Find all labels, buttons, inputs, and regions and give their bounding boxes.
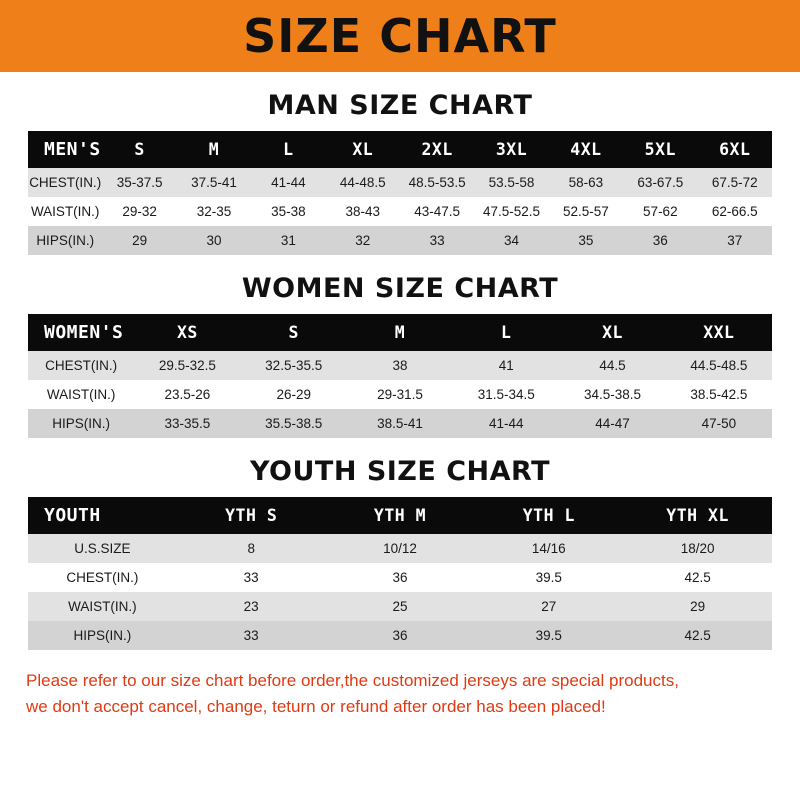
cell: 34 [474,226,548,255]
cell: 8 [177,534,326,563]
row-label: HIPS(IN.) [28,409,134,438]
women-size-table [28,314,772,438]
cell: 23.5-26 [134,380,240,409]
cell: 32.5-35.5 [241,351,347,380]
table-header-row [28,314,772,351]
cell: 29.5-32.5 [134,351,240,380]
header-cell: XL [326,131,400,168]
page-banner [0,0,800,72]
cell: 57-62 [623,197,697,226]
cell: 33 [177,621,326,650]
men-size-table [28,131,772,255]
table-header-row [28,131,772,168]
cell: 44-47 [559,409,665,438]
header-cell: YTH S [177,497,326,534]
row-label: U.S.SIZE [28,534,177,563]
cell: 42.5 [623,563,772,592]
table-row [28,563,772,592]
header-cell: L [453,314,559,351]
table-row [28,351,772,380]
cell: 23 [177,592,326,621]
header-cell: L [251,131,325,168]
cell: 33-35.5 [134,409,240,438]
row-label: CHEST(IN.) [28,351,134,380]
cell: 67.5-72 [698,168,772,197]
header-cell: YTH L [474,497,623,534]
header-cell: 3XL [474,131,548,168]
cell: 18/20 [623,534,772,563]
footer-line-2: we don't accept cancel, change, teturn or refund after order has been placed! [26,696,606,716]
section-title-women: WOMEN SIZE CHART [241,273,559,304]
section-title-men: MAN SIZE CHART [267,90,533,121]
cell: 34.5-38.5 [559,380,665,409]
row-label: WAIST(IN.) [28,197,102,226]
cell: 38.5-41 [347,409,453,438]
cell: 33 [177,563,326,592]
cell: 53.5-58 [474,168,548,197]
cell: 38-43 [326,197,400,226]
cell: 29-31.5 [347,380,453,409]
cell: 47.5-52.5 [474,197,548,226]
header-cell-label: WOMEN'S [28,314,134,351]
table-row [28,409,772,438]
cell: 41-44 [453,409,559,438]
cell: 39.5 [474,563,623,592]
header-cell: S [102,131,176,168]
row-label: HIPS(IN.) [28,226,102,255]
cell: 44.5-48.5 [666,351,772,380]
cell: 42.5 [623,621,772,650]
cell: 44.5 [559,351,665,380]
cell: 32 [326,226,400,255]
cell: 47-50 [666,409,772,438]
cell: 29 [102,226,176,255]
row-label: CHEST(IN.) [28,563,177,592]
cell: 35-37.5 [102,168,176,197]
table-row [28,168,772,197]
cell: 29-32 [102,197,176,226]
row-label: CHEST(IN.) [28,168,102,197]
header-cell: M [347,314,453,351]
table-row [28,592,772,621]
cell: 35 [549,226,623,255]
table-row [28,380,772,409]
table-row [28,621,772,650]
section-title-youth: YOUTH SIZE CHART [249,456,551,487]
cell: 25 [326,592,475,621]
cell: 44-48.5 [326,168,400,197]
row-label: HIPS(IN.) [28,621,177,650]
cell: 37.5-41 [177,168,251,197]
table-header-row [28,497,772,534]
cell: 33 [400,226,474,255]
footer-disclaimer [0,668,800,719]
table-row [28,226,772,255]
cell: 32-35 [177,197,251,226]
cell: 63-67.5 [623,168,697,197]
cell: 41-44 [251,168,325,197]
header-cell: XL [559,314,665,351]
header-cell: YTH XL [623,497,772,534]
row-label: WAIST(IN.) [28,380,134,409]
header-cell: 2XL [400,131,474,168]
cell: 38.5-42.5 [666,380,772,409]
cell: 36 [623,226,697,255]
cell: 62-66.5 [698,197,772,226]
cell: 31 [251,226,325,255]
cell: 48.5-53.5 [400,168,474,197]
youth-size-table [28,497,772,650]
header-cell: 6XL [698,131,772,168]
header-cell: 5XL [623,131,697,168]
cell: 43-47.5 [400,197,474,226]
cell: 52.5-57 [549,197,623,226]
table-row [28,197,772,226]
header-cell-label: YOUTH [28,497,177,534]
cell: 36 [326,621,475,650]
header-cell: XXL [666,314,772,351]
cell: 58-63 [549,168,623,197]
cell: 27 [474,592,623,621]
cell: 35-38 [251,197,325,226]
header-cell: XS [134,314,240,351]
header-cell-label: MEN'S [28,131,102,168]
cell: 39.5 [474,621,623,650]
header-cell: M [177,131,251,168]
cell: 41 [453,351,559,380]
cell: 38 [347,351,453,380]
cell: 37 [698,226,772,255]
cell: 30 [177,226,251,255]
page-title: SIZE CHART [243,9,557,63]
cell: 26-29 [241,380,347,409]
header-cell: 4XL [549,131,623,168]
header-cell: YTH M [326,497,475,534]
cell: 35.5-38.5 [241,409,347,438]
row-label: WAIST(IN.) [28,592,177,621]
table-row [28,534,772,563]
content-area [0,90,800,650]
cell: 31.5-34.5 [453,380,559,409]
cell: 10/12 [326,534,475,563]
cell: 36 [326,563,475,592]
footer-line-1: Please refer to our size chart before order,the customized jerseys are special products, [26,671,679,690]
cell: 29 [623,592,772,621]
cell: 14/16 [474,534,623,563]
header-cell: S [241,314,347,351]
